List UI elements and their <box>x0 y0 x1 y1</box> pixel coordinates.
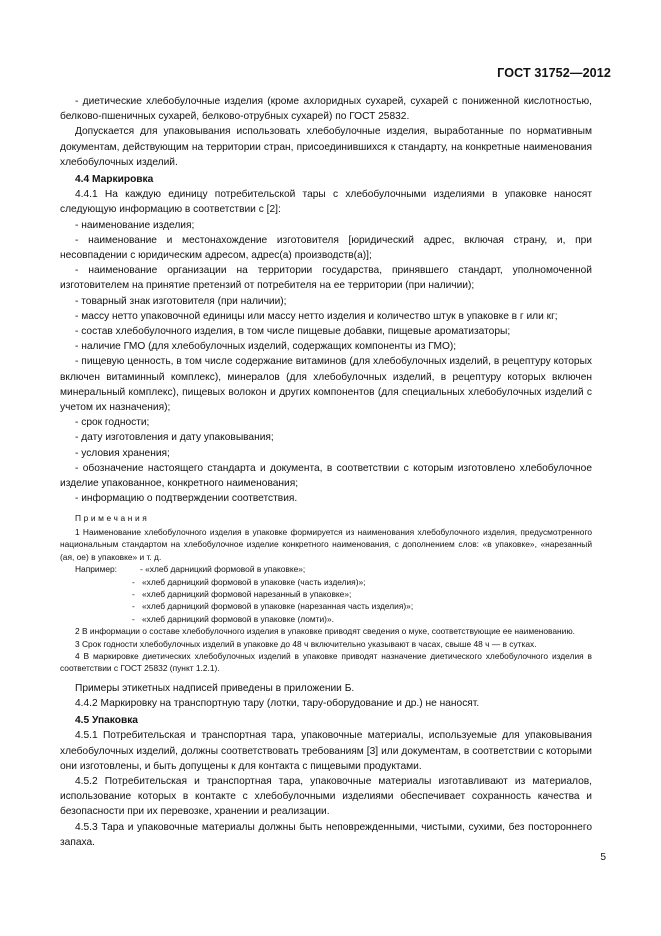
list-item: - обозначение настоящего стандарта и документа, в соответствии с которым изготовлено хлебобулочное изделие упакованное, конкретного наименования; <box>60 462 592 490</box>
list-item: - информацию о подтверждении соответствия. <box>75 493 298 505</box>
list-item: - наименование изделия; <box>75 219 195 231</box>
list-item: - дату изготовления и дату упаковывания; <box>75 432 274 444</box>
example-line: - «хлеб дарницкий формовой в упаковке (часть изделия)»; <box>132 576 366 587</box>
note-3: 3 Срок годности хлебобулочных изделий в упаковке до 48 ч включительно указывают в часах, свыше 48 ч — в сутках. <box>75 638 537 649</box>
note-1: 1 Наименование хлебобулочного изделия в упаковке формируется из наименования хлебобулочного изделия, предусмотренного национальным стандартом на хлебобулочное изделие конкретного наименования, с дополнением слов: «в упаковке», «нарезанный (ая, ое) в упаковке» и т. д. <box>60 526 592 562</box>
example-text: «хлеб дарницкий формовой в упаковке (ломти)». <box>142 613 334 624</box>
list-item: - наименование и местонахождение изготовителя [юридический адрес, включая страну, и, при несовпадении с юридическим адресом, адрес(а) производств(а)]; <box>60 234 592 262</box>
notes-title: Примечания <box>75 513 150 524</box>
list-item: - условия хранения; <box>75 447 170 459</box>
paragraph: - диетические хлебобулочные изделия (кроме ахлоридных сухарей, сухарей с пониженной кислотностью, белково-пшеничных сухарей, белково-отрубных сухарей) по ГОСТ 25832. <box>60 96 592 123</box>
list-item: - массу нетто упаковочной единицы или массу нетто изделия и количество штук в упаковке в г или кг; <box>75 310 558 322</box>
list-item: - пищевую ценность, в том числе содержание витаминов (для хлебобулочных изделий, в рецептуру которых включен витаминный комплекс), минералов (для хлебобулочных изделий, в рецептуру которых включен минеральный комплекс), пищевых волокон и других компонентов (для специальных хлебобулочных изделий с учетом их назначения); <box>60 356 592 414</box>
example-text: - «хлеб дарницкий формовой в упаковке»; <box>140 564 306 575</box>
example-line: - «хлеб дарницкий формовой нарезанный в упаковке»; <box>132 588 352 599</box>
clause-4-5-1: 4.5.1 Потребительская и транспортная тара, упаковочные материалы, используемые для упаковывания хлебобулочных изделий, должны соответствовать требованиям [3] или документам, в соответствии с которыми они изготовлены, и быть допущены к для контакта с пищевыми продуктами. <box>60 730 592 772</box>
clause-4-5-2: 4.5.2 Потребительская и транспортная тара, упаковочные материалы изготавливают из материалов, использование которых в контакте с хлебобулочными изделиями обеспечивает сохранность качества и безопасности при их перевозке, хранении и реализации. <box>60 775 592 818</box>
note-4: 4 В маркировке диетических хлебобулочных изделий в упаковке приводят назначение диетического хлебобулочного изделия в соответствии с ГОСТ 25832 (пункт 1.2.1). <box>60 650 592 674</box>
example-text: «хлеб дарницкий формовой в упаковке (часть изделия)»; <box>142 576 366 587</box>
note-2: 2 В информации о составе хлебобулочного изделия в упаковке приводят сведения о муке, соответствующие ее наименованию. <box>75 626 575 637</box>
clause-4-4-2: 4.4.2 Маркировку на транспортную тару (лотки, тару-оборудование и др.) не наносят. <box>75 697 480 709</box>
example-line <box>60 563 592 575</box>
example-text: «хлеб дарницкий формовой в упаковке (нарезанная часть изделия)»; <box>142 601 414 612</box>
list-item: - наличие ГМО (для хлебобулочных изделий, содержащих компоненты из ГМО); <box>75 341 457 353</box>
list-item: - состав хлебобулочного изделия, в том числе пищевые добавки, пищевые ароматизаторы; <box>75 326 511 338</box>
document-header: ГОСТ 31752—2012 <box>497 66 611 80</box>
notes-block <box>60 512 592 674</box>
example-text: «хлеб дарницкий формовой нарезанный в упаковке»; <box>142 588 352 599</box>
example-lead: Например: <box>75 564 117 575</box>
clause-4-5-3: 4.5.3 Тара и упаковочные материалы должны быть неповрежденными, чистыми, сухими, без постороннего запаха. <box>60 821 592 848</box>
example-line: - «хлеб дарницкий формовой в упаковке (ломти)». <box>132 613 334 624</box>
list-item: - срок годности; <box>75 417 150 429</box>
page-body <box>60 94 592 850</box>
example-line: - «хлеб дарницкий формовой в упаковке (нарезанная часть изделия)»; <box>132 601 414 612</box>
list-item: - товарный знак изготовителя (при наличии); <box>75 295 287 307</box>
page-number: 5 <box>600 852 606 863</box>
section-heading-4-5: 4.5 Упаковка <box>75 715 138 727</box>
section-heading-4-4: 4.4 Маркировка <box>75 174 154 186</box>
clause-4-4-1: 4.4.1 На каждую единицу потребительской тары с хлебобулочными изделиями в упаковке наносят следующую информацию в соответствии с [2]: <box>60 189 592 216</box>
paragraph: Примеры этикетных надписей приведены в приложении Б. <box>75 682 355 694</box>
list-item: - наименование организации на территории государства, принявшего стандарт, уполномоченной изготовителем на принятие претензий от потребителя на ее территории (при наличии); <box>60 265 592 292</box>
paragraph: Допускается для упаковывания использовать хлебобулочные изделия, выработанные по нормативным документам, действующим на территории стран, присоединившихся к стандарту, на конкретные наименования хлебобулочных изделий. <box>60 126 592 168</box>
